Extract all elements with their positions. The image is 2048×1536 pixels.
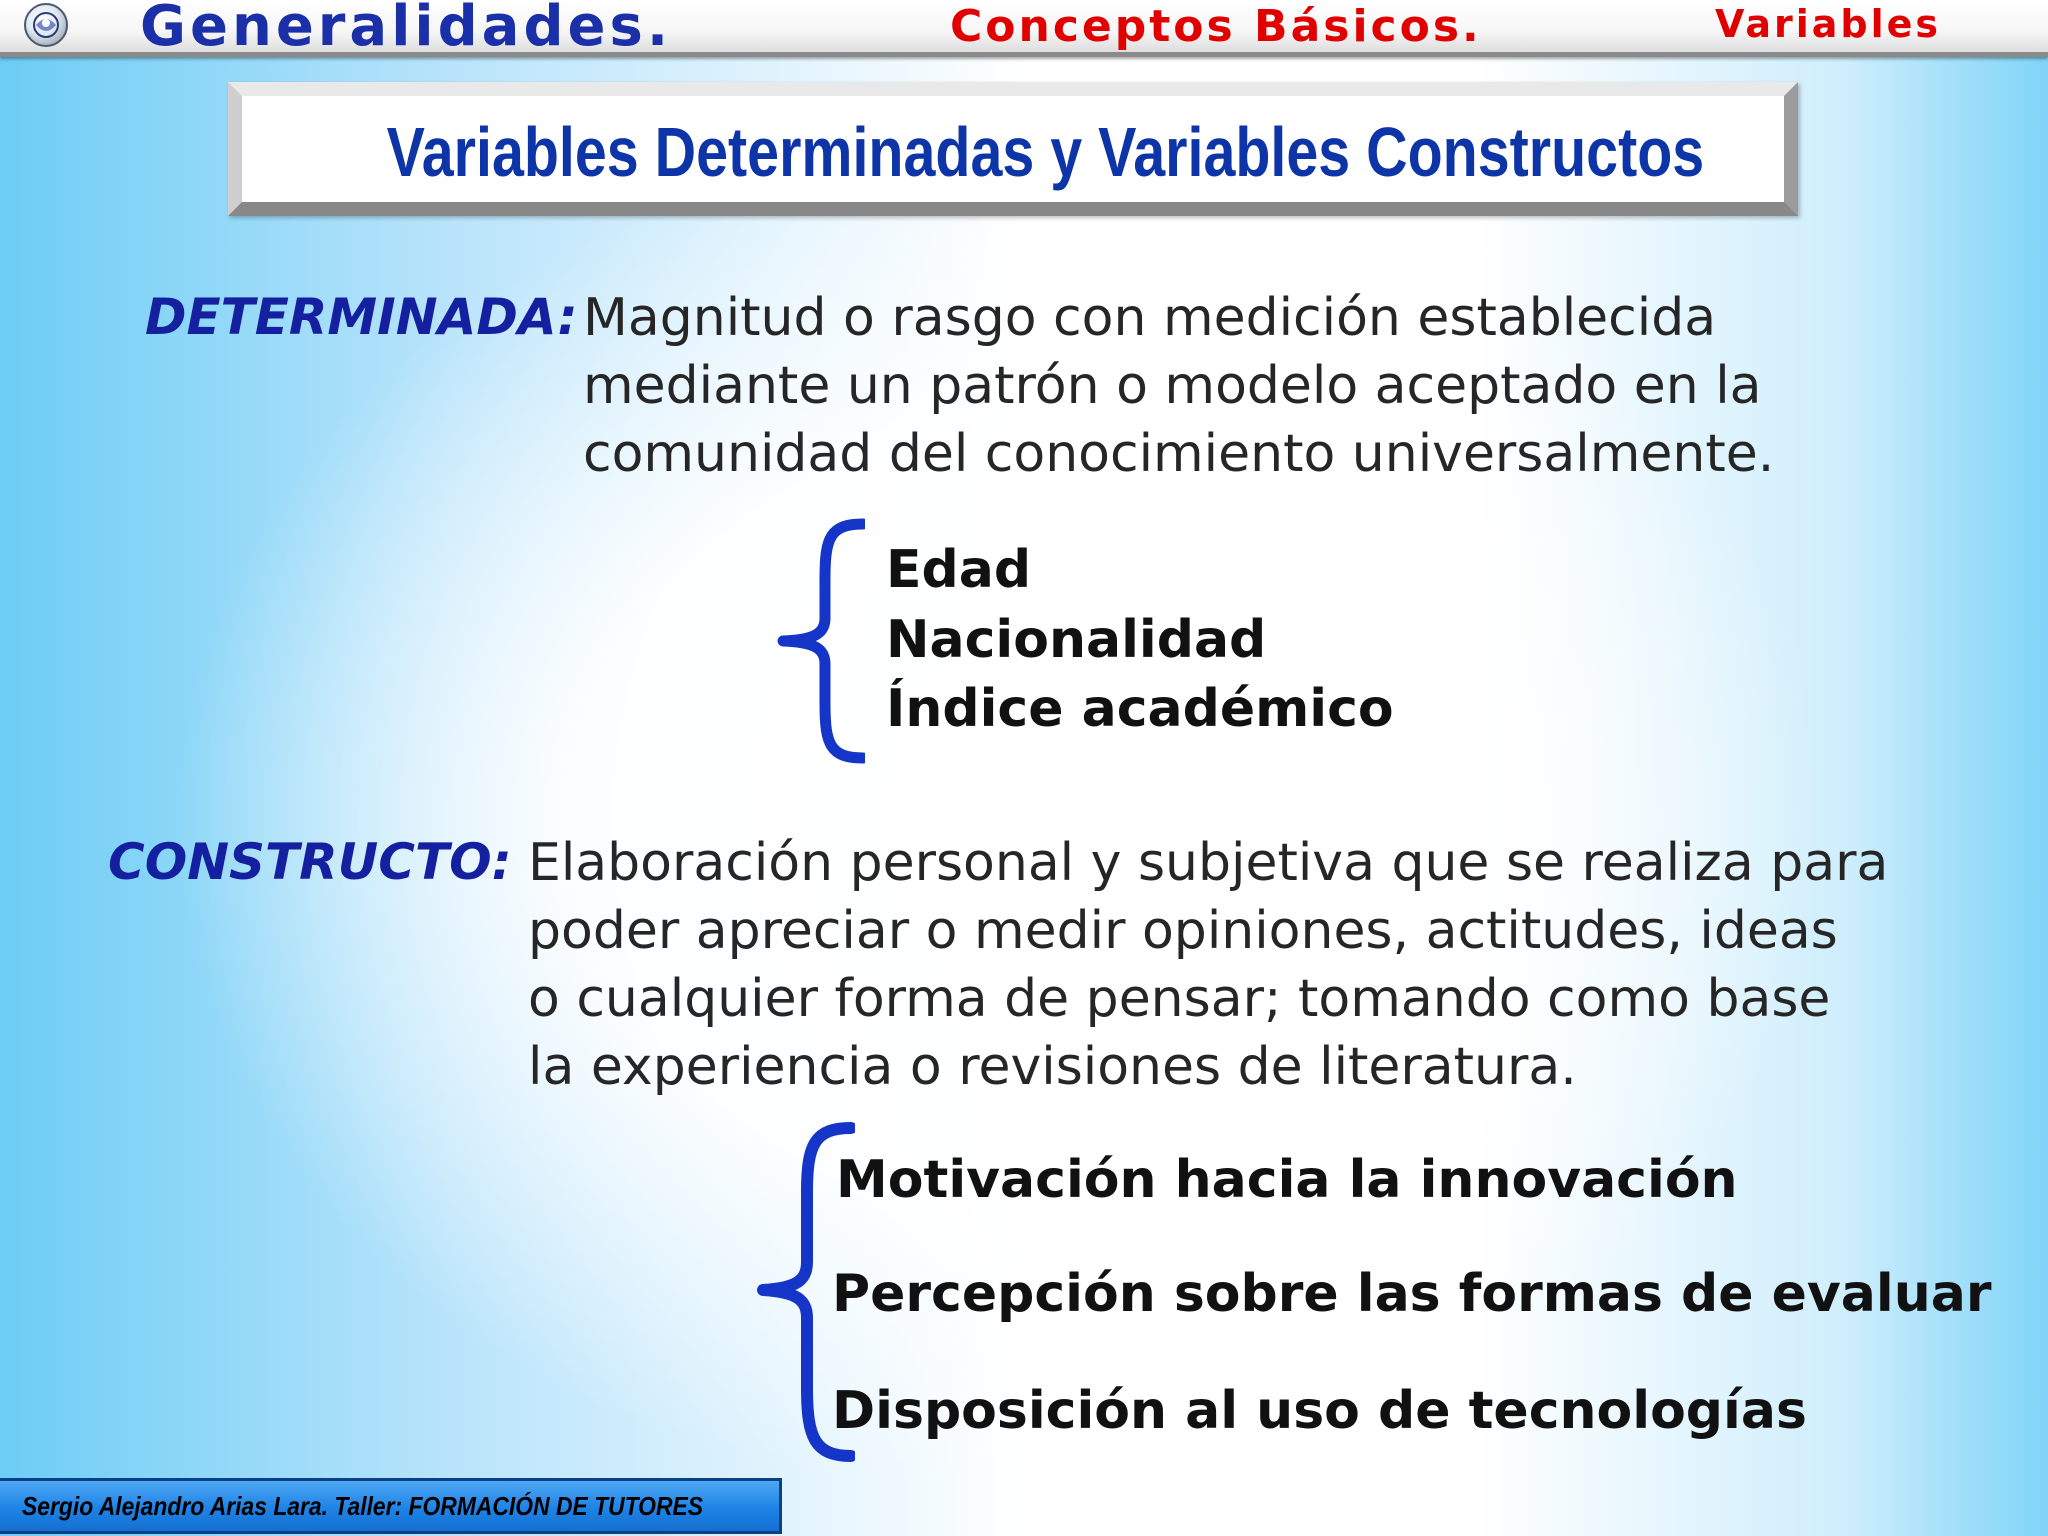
constructo-definition (528, 829, 1888, 1101)
institution-logo-icon (24, 3, 68, 47)
header-bar (0, 0, 2048, 57)
header-subtitle-variables: Variables (1715, 2, 1941, 46)
slide-title-box (228, 82, 1798, 216)
list-item: Nacionalidad (886, 610, 1267, 670)
definition-line: comunidad del conocimiento universalmente. (583, 424, 1775, 484)
left-brace-icon (775, 518, 865, 764)
list-item: Edad (886, 540, 1032, 600)
definition-line: mediante un patrón o modelo aceptado en la (583, 356, 1762, 416)
definition-line: Elaboración personal y subjetiva que se realiza para (528, 833, 1889, 893)
determinada-examples-list (886, 540, 1486, 760)
footer-bar (0, 1478, 782, 1534)
constructo-term: CONSTRUCTO: (108, 833, 512, 891)
list-item: Percepción sobre las formas de evaluar (832, 1264, 1992, 1324)
list-item: Motivación hacia la innovación (836, 1150, 1738, 1210)
determinada-definition (583, 284, 1774, 488)
footer-author-text: Sergio Alejandro Arias Lara. Taller: FORMACIÓN DE TUTORES (22, 1491, 704, 1521)
list-item: Índice académico (886, 679, 1394, 739)
definition-line: la experiencia o revisiones de literatura. (528, 1037, 1577, 1097)
determinada-term: DETERMINADA: (145, 288, 578, 346)
definition-line: Magnitud o rasgo con medición establecida (583, 288, 1717, 348)
constructo-examples-list (832, 1150, 1992, 1450)
slide-title: Variables Determinadas y Variables Constructos (386, 113, 1705, 191)
definition-line: poder apreciar o medir opiniones, actitudes, ideas (528, 901, 1838, 961)
definition-line: o cualquier forma de pensar; tomando como base (528, 969, 1831, 1029)
header-subtitle: Conceptos Básicos. (950, 1, 1482, 52)
header-title: Generalidades. (140, 0, 673, 57)
list-item: Disposición al uso de tecnologías (832, 1381, 1807, 1441)
